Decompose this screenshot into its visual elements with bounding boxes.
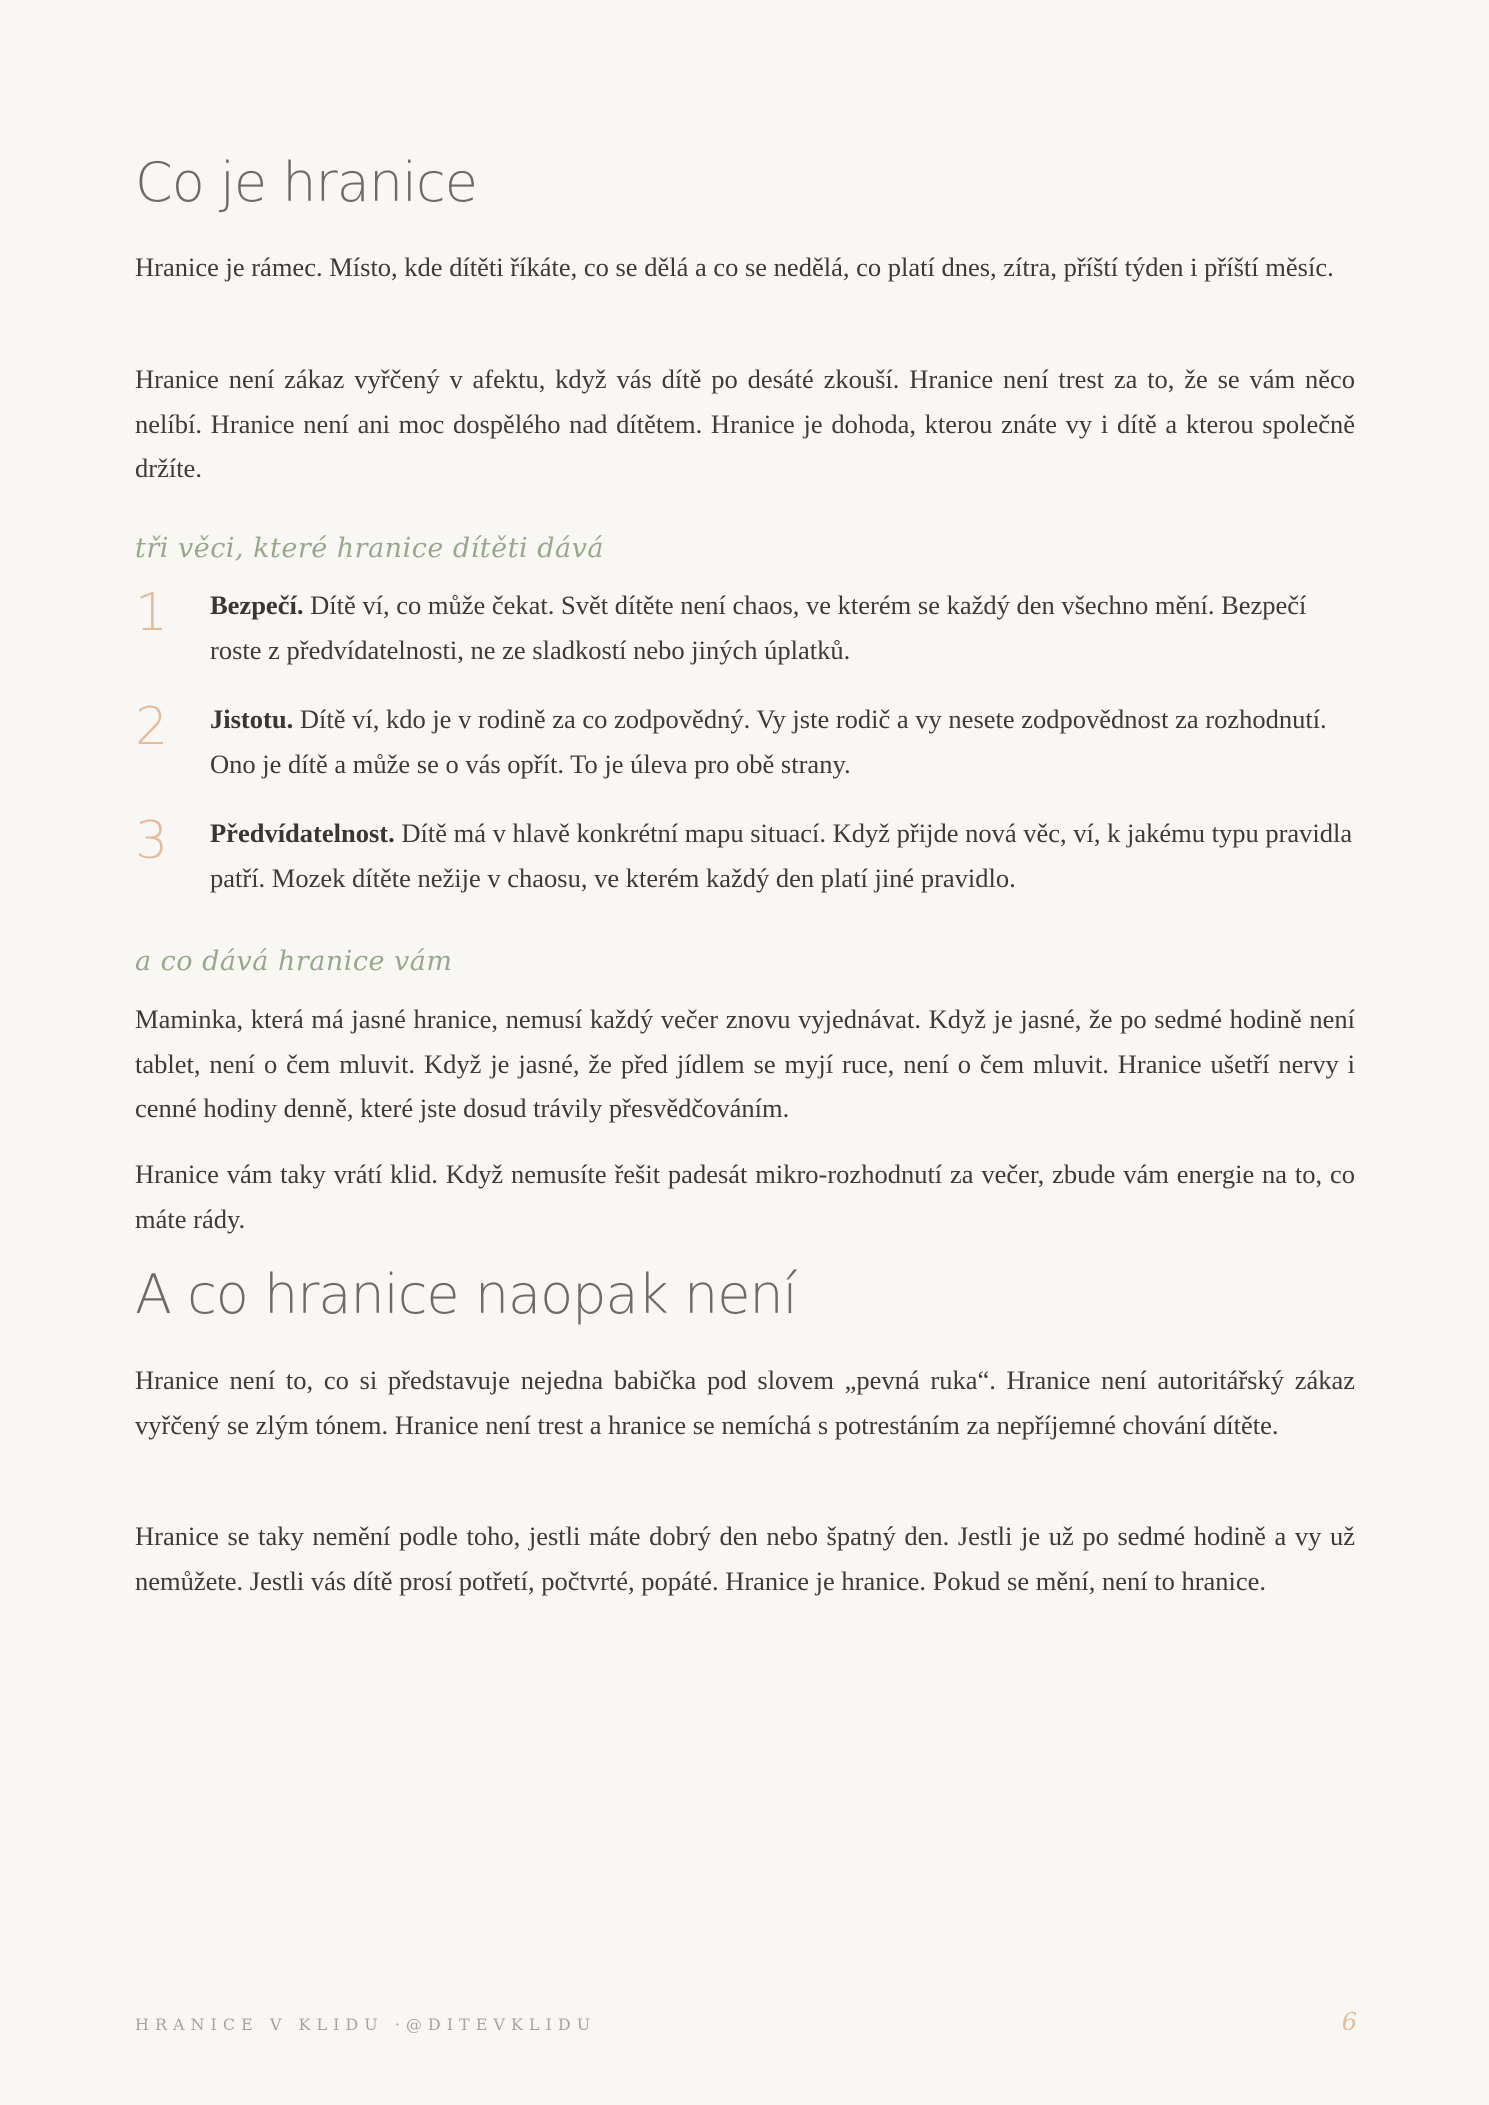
list-item-title: Předvídatelnost. (210, 818, 395, 848)
list-item-title: Jistotu. (210, 704, 294, 734)
list-item-number: 1 (135, 583, 169, 643)
list-item-text (210, 811, 1360, 900)
list-item-body: Dítě ví, kdo je v rodině za co zodpovědný. Vy jste rodič a vy nesete zodpovědnost za rozhodnutí. Ono je dítě a může se o vás opřít. To je úleva pro obě strany. (210, 704, 1327, 779)
subheading-three-things: tři věci, které hranice dítěti dává (135, 533, 604, 564)
section-title-co-hranice-neni: A co hranice naopak není (135, 1263, 797, 1326)
subheading-what-it-gives-you: a co dává hranice vám (135, 946, 453, 977)
paragraph-4: Hranice vám taky vrátí klid. Když nemusíte řešit padesát mikro-rozhodnutí za večer, zbude vám energie na to, co máte rády. (135, 1159, 1355, 1234)
paragraph-2: Hranice není zákaz vyřčený v afektu, když vás dítě po desáté zkouší. Hranice není trest za to, že se vám něco nelíbí. Hranice není ani moc dospělého nad dítětem. Hranice je dohoda, kterou znáte vy i dítě a kterou společně držíte. (135, 364, 1355, 483)
list-item-title: Bezpečí. (210, 590, 304, 620)
section-title-co-je-hranice: Co je hranice (135, 151, 477, 214)
list-item-text (210, 583, 1360, 672)
paragraph-3: Maminka, která má jasné hranice, nemusí každý večer znovu vyjednávat. Když je jasné, že po sedmé hodině není tablet, není o čem mluvit. Když je jasné, že před jídlem se myjí ruce, není o čem mluvit. Hranice ušetří nervy i cenné hodiny denně, které jste dosud trávily přesvědčováním. (135, 1004, 1355, 1123)
footer-label: HRANICE V KLIDU ·@DITEVKLIDU (135, 2015, 597, 2034)
list-item-text (210, 697, 1360, 786)
list-item-body: Dítě má v hlavě konkrétní mapu situací. Když přijde nová věc, ví, k jakému typu pravidla patří. Mozek dítěte nežije v chaosu, ve kterém každý den platí jiné pravidlo. (210, 818, 1353, 893)
list-item-number: 3 (135, 811, 169, 871)
list-item-number: 2 (135, 697, 169, 757)
paragraph-1: Hranice je rámec. Místo, kde dítěti říkáte, co se dělá a co se nedělá, co platí dnes, zítra, příští týden i příští měsíc. (135, 252, 1334, 282)
list-item-body: Dítě ví, co může čekat. Svět dítěte není chaos, ve kterém se každý den všechno mění. Bezpečí roste z předvídatelnosti, ne ze sladkostí nebo jiných úplatků. (210, 590, 1307, 665)
paragraph-6: Hranice se taky nemění podle toho, jestli máte dobrý den nebo špatný den. Jestli je už po sedmé hodině a vy už nemůžete. Jestli vás dítě prosí potřetí, počtvrté, popáté. Hranice je hranice. Pokud se mění, není to hranice. (135, 1521, 1355, 1596)
paragraph-5: Hranice není to, co si představuje nejedna babička pod slovem „pevná ruka“. Hranice není autoritářský zákaz vyřčený se zlým tónem. Hranice není trest a hranice se nemíchá s potrestáním za nepříjemné chování dítěte. (135, 1365, 1355, 1440)
page-number: 6 (1341, 2008, 1357, 2036)
